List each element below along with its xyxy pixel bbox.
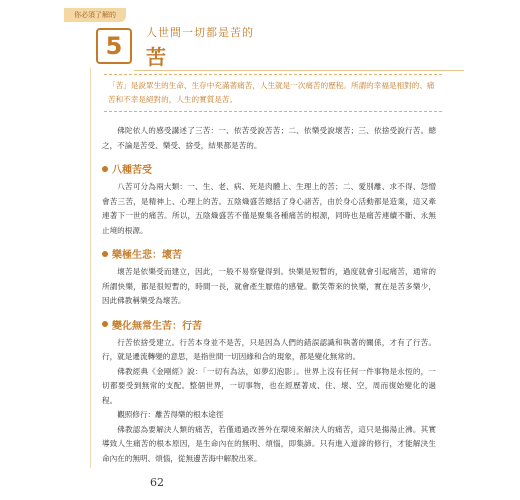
section-heading <box>102 246 436 261</box>
section-paragraph: 觀照修行：離苦得樂的根本途徑 <box>117 410 224 419</box>
corner-label: 你必須了解的 <box>64 8 126 22</box>
section-paragraph: 壞苦是依樂受而建立，因此，一般不易察覺得到。快樂是短暫的，過度就會引起痛苦，通常的所謂快樂，都是很短暫的，時間一長，就會產生厭倦的感覺。歡笑帶來的快樂，實在是苦多樂少，因此佛教稱樂受為壞苦。 <box>102 267 436 305</box>
bullet-icon <box>102 251 108 257</box>
chapter-title: 苦 <box>146 45 166 69</box>
section-paragraph: 行苦依捨受建立。行苦本身並不是苦，只是因為人們的錯誤認識和執著的關係，才有了行苦。行，就是遷流轉變的意思，是指世間一切因緣和合的現象，都是變化無常的。 <box>102 337 436 361</box>
summary-quote: 「苦」是說眾生的生命、生存中充滿著痛苦，人生就是一次痛苦的歷程。所謂的幸福是相對的、痛苦和不幸是絕對的，人生的實質是苦。 <box>104 74 442 112</box>
chapter-subtitle: 人世間一切都是苦的 <box>146 26 254 39</box>
section-heading <box>102 161 436 176</box>
margin-rule <box>90 68 91 468</box>
bullet-icon <box>102 321 108 327</box>
section-paragraph: 佛教經典《金剛經》說：「一切有為法，如夢幻泡影」。世界上沒有任何一件事物是永恆的，一切都要受到無常的支配。整個世界，一切事物，也在經歷著成、住、壞、空，周而復始變化的過程。 <box>102 366 436 405</box>
intro-paragraph: 佛陀依人的感受講述了三苦：一、依苦受說苦苦；二、依樂受說壞苦；三、依捨受說行苦。總之，不論是苦受、樂受、捨受，結果都是苦的。 <box>102 126 436 150</box>
section-heading-text: 八種苦受 <box>112 165 152 176</box>
section-paragraph: 八苦可分為兩大類：一、生、老、病、死是肉體上、生理上的苦；二、愛別離、求不得、怨憎會苦三苦，是精神上、心理上的苦。五陰熾盛苦總括了身心諸苦，由於身心活動都是造業，這又牽連著下一世的痛苦。所以，五陰熾盛苦不僅是聚集各種痛苦的根源，同時也是痛苦連續不斷、永無止境的根源。 <box>102 182 436 235</box>
section-paragraph: 佛教認為要解決人類的痛苦，若僅通過改善外在環境來解決人的痛苦，這只是揚湯止沸。其實導致人生痛苦的根本原因，是生命內在的無明、煩惱，即集諦。只有進入道諦的修行，才能解決生命內在的無明、煩惱，從無邊苦海中解脫出來。 <box>102 424 436 463</box>
bullet-icon <box>102 166 108 172</box>
page-number: 62 <box>150 476 164 489</box>
section-heading-text: 樂極生悲：壞苦 <box>112 250 182 261</box>
title-divider <box>134 70 464 71</box>
main-content <box>102 124 436 466</box>
section-heading <box>102 317 436 332</box>
book-page <box>64 8 466 489</box>
chapter-number: 5 <box>96 28 132 64</box>
section-heading-text: 變化無常生苦：行苦 <box>112 320 202 332</box>
